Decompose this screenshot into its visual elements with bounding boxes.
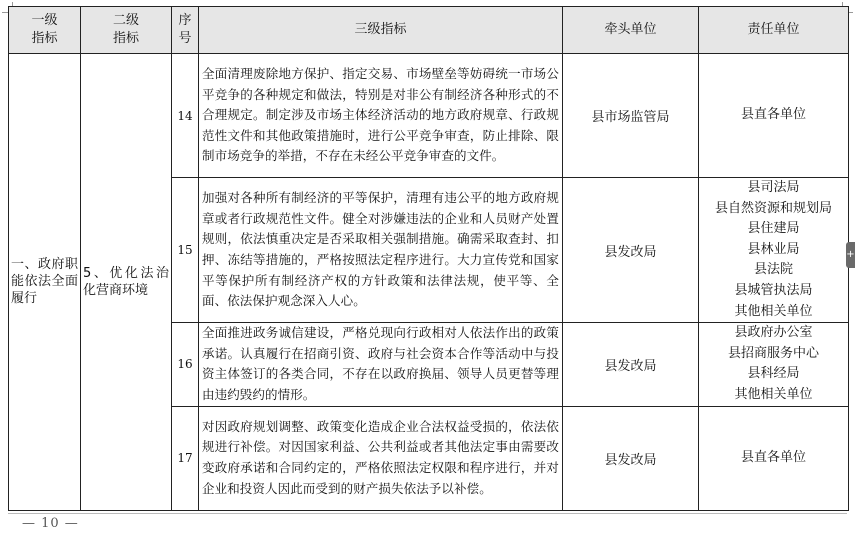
responsible-unit: 县政府办公室 [734,325,813,341]
responsible-unit: 县住建局 [747,221,800,237]
expand-tab-button[interactable]: + [846,242,855,268]
seq-cell: 17 [172,406,199,510]
responsible-units [699,406,849,510]
header-responsible: 责任单位 [699,7,849,54]
responsible-unit: 县科经局 [747,366,800,382]
indicator-text: 全面清理废除地方保护、指定交易、市场壁垒等妨碍统一市场公平竞争的各种规定和做法，特别是对非公有制经济各种形式的不合理规定。制定涉及市场主体经济活动的地方政府规章、行政规范性文件和其他政策措施时，进行公平竞争审查，防止排除、限制市场竞争的举措，不存在未经公平竞争审查的文件。 [199,54,563,178]
responsible-unit: 县法院 [753,262,793,278]
indicator-text: 对因政府规划调整、政策变化造成企业合法权益受损的，依法依规进行补偿。对因国家利益、公共利益或者其他法定事由需要改变政府承诺和合同约定的，严格依照法定权限和程序进行，并对企业和投资人因此而受到的财产损失依法予以补偿。 [199,406,563,510]
responsible-unit: 县直各单位 [740,449,806,465]
page-footer [0,510,855,535]
seq-cell: 15 [172,178,199,323]
header-level3: 三级指标 [199,7,563,54]
header-lead: 牵头单位 [563,7,699,54]
responsible-units [699,178,849,323]
lead-unit: 县发改局 [563,178,699,323]
page-number: — 10 — [22,516,79,531]
responsible-unit: 县城管执法局 [734,282,813,298]
responsible-unit: 县司法局 [747,180,800,195]
responsible-unit: 县直各单位 [740,107,806,123]
level1-cell: 一、政府职能依法全面履行 [9,54,81,511]
table-row [9,54,849,178]
responsible-unit: 县招商服务中心 [727,345,819,361]
seq-cell: 14 [172,54,199,178]
footer-divider [8,513,847,514]
seq-cell: 16 [172,323,199,406]
indicator-text: 全面推进政务诚信建设，严格兑现向行政相对人依法作出的政策承诺。认真履行在招商引资、政府与社会资本合作等活动中与投资主体签订的各类合同，不存在以政府换届、领导人员更替等理由违约毁约的情形。 [199,323,563,406]
responsible-unit: 其他相关单位 [734,303,813,319]
responsible-units [699,54,849,178]
header-level1: 一级指标 [9,7,81,54]
responsible-unit: 县自然资源和规划局 [714,200,832,216]
lead-unit: 县发改局 [563,323,699,406]
indicator-text: 加强对各种所有制经济的平等保护，清理有违公平的地方政府规章或者行政规范性文件。健全对涉嫌违法的企业和人员财产处置规则，依法慎重决定是否采取相关强制措施。确需采取查封、扣押、冻结等措施的，严格按照法定程序进行。大力宣传党和国家平等保护所有制经济产权的方针政策和法律法规，使平等、全面、依法保护观念深入人心。 [199,178,563,323]
responsible-unit: 其他相关单位 [734,386,813,402]
responsible-unit: 县林业局 [747,241,800,257]
responsible-units [699,323,849,406]
indicator-table [8,6,849,511]
document-sheet [8,6,849,511]
header-row [9,7,849,54]
level2-cell: 5、优化法治化营商环境 [81,54,172,511]
header-seq: 序号 [172,7,199,54]
lead-unit: 县发改局 [563,406,699,510]
header-level2: 二级指标 [81,7,172,54]
lead-unit: 县市场监管局 [563,54,699,178]
